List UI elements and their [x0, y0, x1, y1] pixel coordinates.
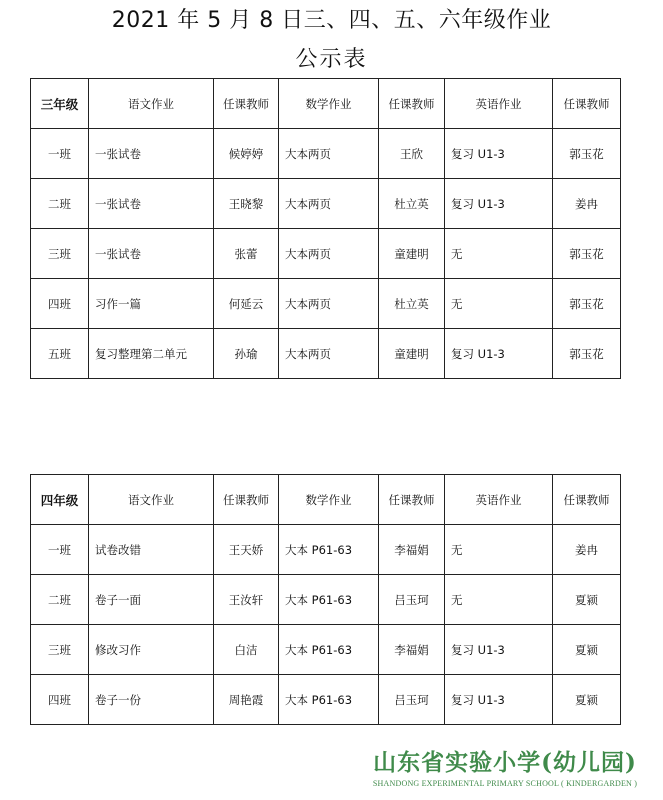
math-homework: 大本两页 [279, 279, 379, 329]
math-teacher: 吕玉珂 [379, 675, 445, 725]
math-teacher: 李福娟 [379, 525, 445, 575]
english-homework: 无 [445, 525, 553, 575]
math-teacher: 王欣 [379, 129, 445, 179]
english-teacher: 姜冉 [553, 179, 621, 229]
math-homework: 大本 P61-63 [279, 575, 379, 625]
chinese-homework: 一张试卷 [89, 129, 214, 179]
chinese-homework: 一张试卷 [89, 179, 214, 229]
english-teacher: 郭玉花 [553, 229, 621, 279]
english-teacher: 郭玉花 [553, 129, 621, 179]
chinese-teacher: 周艳霞 [214, 675, 279, 725]
english-homework: 复习 U1-3 [445, 625, 553, 675]
math-homework: 大本 P61-63 [279, 675, 379, 725]
chinese-teacher: 何延云 [214, 279, 279, 329]
school-watermark [355, 748, 655, 790]
chinese-teacher: 孙瑜 [214, 329, 279, 379]
header-teacher: 任课教师 [379, 475, 445, 525]
table-row [31, 675, 621, 725]
math-teacher: 童建明 [379, 329, 445, 379]
grade-label: 三年级 [31, 79, 89, 129]
class-name: 五班 [31, 329, 89, 379]
english-homework: 复习 U1-3 [445, 329, 553, 379]
math-teacher: 李福娟 [379, 625, 445, 675]
english-teacher: 姜冉 [553, 525, 621, 575]
english-teacher: 郭玉花 [553, 279, 621, 329]
table-row [31, 279, 621, 329]
english-teacher: 夏颍 [553, 675, 621, 725]
english-homework: 复习 U1-3 [445, 179, 553, 229]
class-name: 一班 [31, 129, 89, 179]
header-math-homework: 数学作业 [279, 79, 379, 129]
header-teacher: 任课教师 [553, 79, 621, 129]
header-teacher: 任课教师 [553, 475, 621, 525]
class-name: 四班 [31, 675, 89, 725]
chinese-teacher: 候婷婷 [214, 129, 279, 179]
english-homework: 无 [445, 229, 553, 279]
header-teacher: 任课教师 [379, 79, 445, 129]
header-chinese-homework: 语文作业 [89, 79, 214, 129]
page-title: 2021 年 5 月 8 日三、四、五、六年级作业 [111, 8, 552, 33]
chinese-teacher: 王天娇 [214, 525, 279, 575]
chinese-homework: 习作一篇 [89, 279, 214, 329]
chinese-homework: 卷子一面 [89, 575, 214, 625]
math-homework: 大本 P61-63 [279, 625, 379, 675]
math-teacher: 童建明 [379, 229, 445, 279]
math-teacher: 杜立英 [379, 279, 445, 329]
header-teacher: 任课教师 [214, 79, 279, 129]
math-homework: 大本两页 [279, 179, 379, 229]
school-name-en: SHANDONG EXPERIMENTAL PRIMARY SCHOOL ( KINDERGARDEN ) [372, 779, 638, 788]
header-teacher: 任课教师 [214, 475, 279, 525]
class-name: 四班 [31, 279, 89, 329]
table-row [31, 575, 621, 625]
table-row [31, 525, 621, 575]
class-name: 二班 [31, 179, 89, 229]
chinese-teacher: 白洁 [214, 625, 279, 675]
math-homework: 大本 P61-63 [279, 525, 379, 575]
header-math-homework: 数学作业 [279, 475, 379, 525]
class-name: 二班 [31, 575, 89, 625]
english-homework: 无 [445, 575, 553, 625]
chinese-teacher: 张蕾 [214, 229, 279, 279]
english-teacher: 郭玉花 [553, 329, 621, 379]
header-english-homework: 英语作业 [445, 475, 553, 525]
class-name: 三班 [31, 229, 89, 279]
header-chinese-homework: 语文作业 [89, 475, 214, 525]
math-teacher: 吕玉珂 [379, 575, 445, 625]
chinese-teacher: 王晓黎 [214, 179, 279, 229]
page-subtitle: 公示表 [295, 47, 368, 72]
grade4-homework-table [30, 474, 621, 725]
table-row [31, 329, 621, 379]
chinese-homework: 一张试卷 [89, 229, 214, 279]
math-homework: 大本两页 [279, 329, 379, 379]
table-header-row [31, 79, 621, 129]
english-homework: 复习 U1-3 [445, 675, 553, 725]
chinese-teacher: 王汝轩 [214, 575, 279, 625]
math-teacher: 杜立英 [379, 179, 445, 229]
table-row [31, 129, 621, 179]
grade3-homework-table [30, 78, 621, 379]
english-homework: 复习 U1-3 [445, 129, 553, 179]
math-homework: 大本两页 [279, 129, 379, 179]
school-name-cn: 山东省实验小学(幼儿园) [373, 749, 637, 776]
table-row [31, 179, 621, 229]
chinese-homework: 修改习作 [89, 625, 214, 675]
chinese-homework: 卷子一份 [89, 675, 214, 725]
english-teacher: 夏颍 [553, 575, 621, 625]
table-row [31, 625, 621, 675]
chinese-homework: 试卷改错 [89, 525, 214, 575]
grade-label: 四年级 [31, 475, 89, 525]
class-name: 三班 [31, 625, 89, 675]
table-header-row [31, 475, 621, 525]
english-homework: 无 [445, 279, 553, 329]
class-name: 一班 [31, 525, 89, 575]
math-homework: 大本两页 [279, 229, 379, 279]
chinese-homework: 复习整理第二单元 [89, 329, 214, 379]
header-english-homework: 英语作业 [445, 79, 553, 129]
table-row [31, 229, 621, 279]
english-teacher: 夏颍 [553, 625, 621, 675]
